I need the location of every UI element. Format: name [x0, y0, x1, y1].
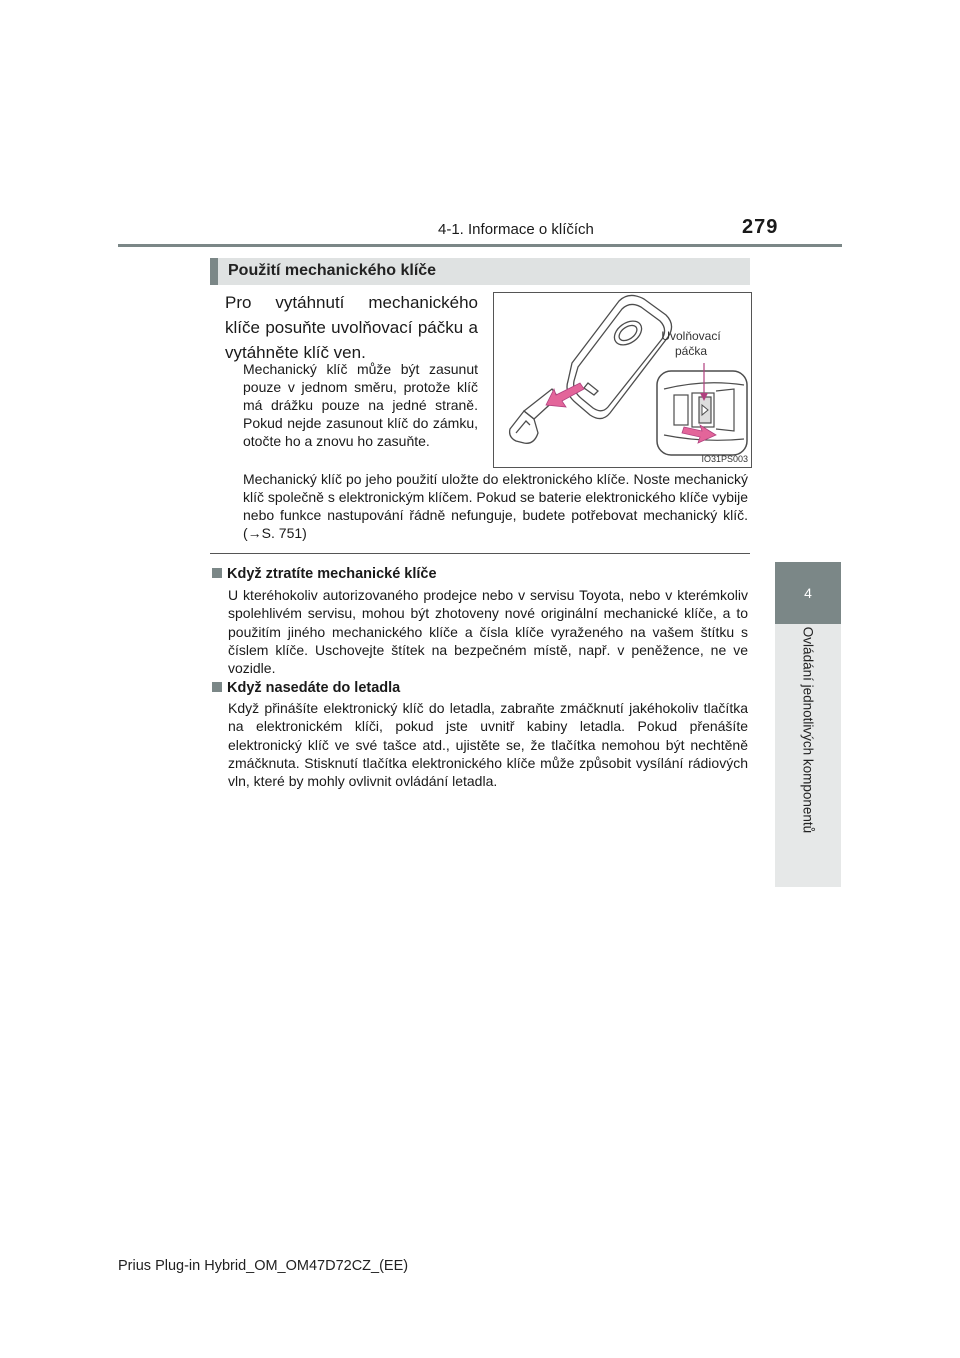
release-lever-label-line2: páčka — [674, 344, 708, 358]
release-lever-inset — [657, 371, 747, 455]
footer-line: Prius Plug-in Hybrid_OM_OM47D72CZ_(EE) — [118, 1258, 409, 1274]
section-title: Použití mechanického klíče — [228, 262, 437, 279]
figure-code: IO31PS003 — [701, 454, 748, 464]
key-illustration — [493, 292, 752, 468]
item-heading-lost-keys — [212, 566, 437, 582]
item-heading-text: Když ztratíte mechanické klíče — [227, 566, 437, 582]
page-number: 279 — [742, 216, 779, 238]
section-divider — [210, 553, 750, 554]
note-insertion: Mechanický klíč může být zasunut pouze v jednom směru, protože klíč má drážku pouze na jedné straně. Pokud nejde zasunout klíč do zámku, otočte ho a znovu ho zasuňte. — [243, 361, 478, 449]
header-rule — [118, 244, 842, 247]
item-heading-airplane — [212, 680, 400, 696]
section-title-accent — [210, 258, 218, 285]
section-title-bar — [210, 258, 750, 285]
section-header: 4-1. Informace o klíčích — [438, 221, 594, 238]
bullet-square-icon — [212, 682, 222, 692]
item-body-airplane: Když přinášíte elektronický klíč do letadla, zabraňte zmáčknutí jakéhokoliv tlačítka na elektronickém klíči, pokud jste uvnitř kabiny letadla. Pokud přenášíte elektronický klíč ve své tašce atd., ujistěte se, že tlačítka nemohou být nechtěně zmáčknuta. Stisknutí tlačítka elektronického klíče může způsobit vysílání rádiových vln, které by mohly ovlivnit ovládání letadla. — [228, 700, 748, 790]
bullet-square-icon — [212, 568, 222, 578]
note-storage: Mechanický klíč po jeho použití uložte do elektronického klíče. Noste mechanický klíč společně s elektronickým klíčem. Pokud se baterie elektronického klíče vybije nebo funkce nastupování řádně nefunguje, budete potřebovat mechanický klíč. (→S. 751) — [243, 471, 748, 541]
chapter-title: Ovládání jednotlivých komponentů — [800, 626, 816, 834]
chapter-tab-number — [775, 562, 841, 624]
item-heading-text: Když nasedáte do letadla — [227, 680, 401, 696]
release-lever-label — [649, 329, 733, 359]
footer-document-id — [118, 1257, 428, 1276]
instruction-text: Pro vytáhnutí mechanického klíče posuňte uvolňovací páčku a vytáhněte klíč ven. — [225, 293, 478, 362]
chapter-number: 4 — [804, 585, 812, 601]
item-body-lost-keys: U kteréhokoliv autorizovaného prodejce nebo v servisu Toyota, nebo v kterémkoliv spolehlivém servisu, mohou být zhotoveny nové originální mechanické klíče, a to použitím jiného mechanického klíče a čísla klíče vyraženého na vašem štítku s číslem klíče. Uschovejte štítek na bezpečném místě, např. v peněžence, ne ve vozidle. — [228, 587, 748, 677]
release-lever-label-line1: Uvolňovací — [661, 329, 721, 343]
key-drawing — [494, 293, 751, 467]
